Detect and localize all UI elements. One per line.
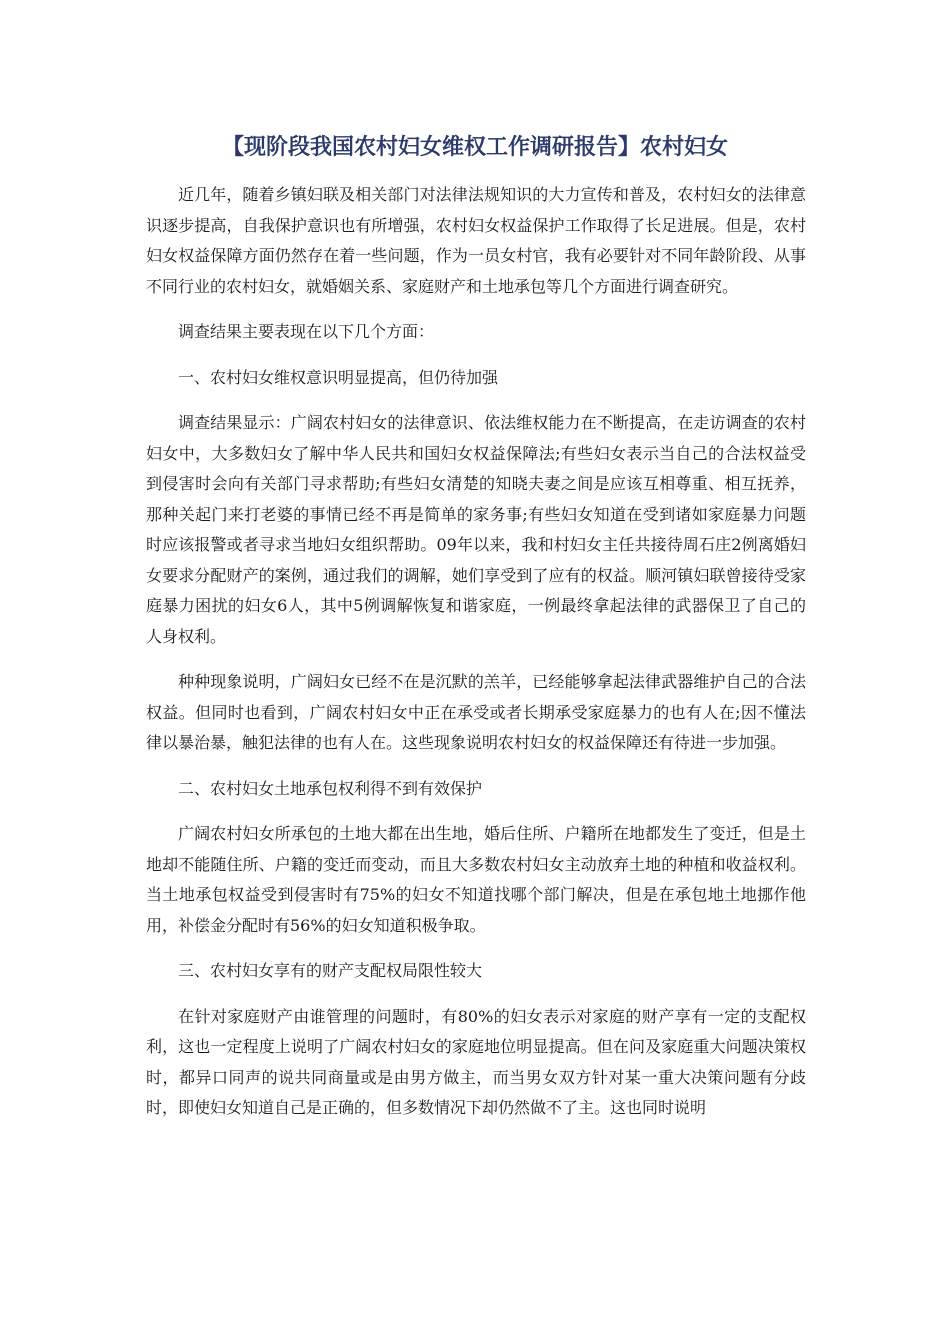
paragraph-phenomena: 种种现象说明，广阔妇女已经不在是沉默的羔羊，已经能够拿起法律武器维护自己的合法权益。但同时也看到，广阔农村妇女中正在承受或者长期承受家庭暴力的也有人在;因不懂法律以暴治暴，触犯法律的也有人在。这些现象说明农村妇女的权益保障还有待进一步加强。: [146, 672, 806, 752]
paragraph-property: 在针对家庭财产由谁管理的问题时，有80%的妇女表示对家庭的财产享有一定的支配权利，这也一定程度上说明了广阔农村妇女的家庭地位明显提高。但在问及家庭重大问题决策权时，都异口同声的说共同商量或是由男方做主，而当男女双方针对某一重大决策问题有分歧时，即使妇女知道自己是正确的，但多数情况下却仍然做不了主。这也同时说明: [146, 1006, 806, 1117]
paragraph-summary: 调查结果主要表现在以下几个方面：: [178, 322, 435, 341]
section-heading-2: 二、农村妇女土地承包权利得不到有效保护: [178, 778, 483, 798]
section-heading-1: 一、农村妇女维权意识明显提高，但仍待加强: [178, 367, 499, 387]
document-body: [146, 180, 806, 1139]
document-title: 【现阶段我国农村妇女维权工作调研报告】农村妇女: [221, 135, 728, 160]
section-heading-3: 三、农村妇女享有的财产支配权局限性较大: [178, 961, 483, 980]
paragraph-land-contract: 广阔农村妇女所承包的土地大都在出生地，婚后住所、户籍所在地都发生了变迁，但是土地却不能随住所、户籍的变迁而变动，而且大多数农村妇女主动放弃土地的种植和收益权利。当土地承包权益受到侵害时有75%的妇女不知道找哪个部门解决，但是在承包地土地挪作他用，补偿金分配时有56%的妇女知道积极争取。: [146, 824, 806, 935]
paragraph-intro: 近几年，随着乡镇妇联及相关部门对法律法规知识的大力宣传和普及，农村妇女的法律意识逐步提高，自我保护意识也有所增强，农村妇女权益保护工作取得了长足进展。但是，农村妇女权益保障方面仍然存在着一些问题，作为一员女村官，我有必要针对不同年龄阶段、从事不同行业的农村妇女，就婚姻关系、家庭财产和土地承包等几个方面进行调查研究。: [146, 185, 806, 296]
paragraph-survey-results: 调查结果显示：广阔农村妇女的法律意识、依法维权能力在不断提高，在走访调查的农村妇女中，大多数妇女了解中华人民共和国妇女权益保障法;有些妇女表示当自己的合法权益受到侵害时会向有关部门寻求帮助;有些妇女清楚的知晓夫妻之间是应该互相尊重、相互抚养，那种关起门来打老婆的事情已经不再是简单的家务事;有些妇女知道在受到诸如家庭暴力问题时应该报警或者寻求当地妇女组织帮助。09年以来，我和村妇女主任共接待周石庄2例离婚妇女要求分配财产的案例，通过我们的调解，她们享受到了应有的权益。顺河镇妇联曾接待受家庭暴力困扰的妇女6人，其中5例调解恢复和谐家庭，一例最终拿起法律的武器保卫了自己的人身权利。: [146, 413, 806, 646]
